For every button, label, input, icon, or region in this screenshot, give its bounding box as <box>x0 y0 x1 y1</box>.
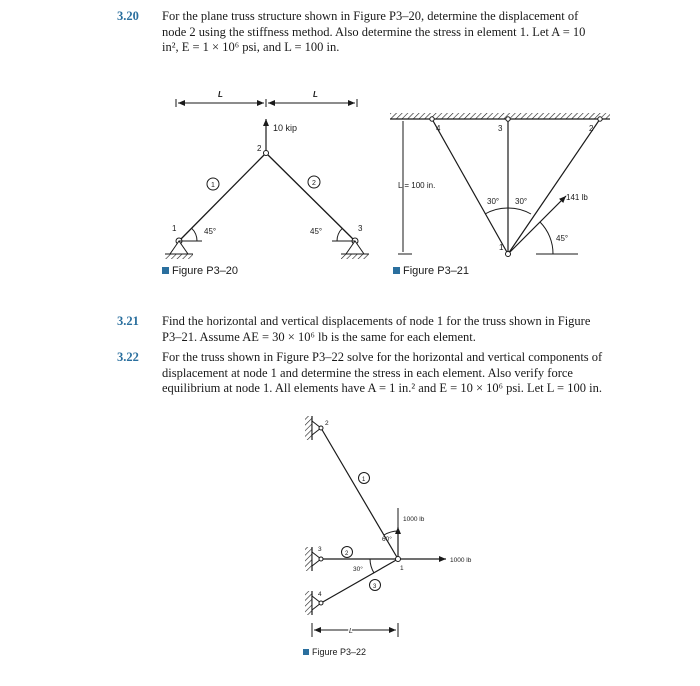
fig22-node-1-pin <box>396 557 401 562</box>
fig21-node-1: 1 <box>499 243 504 252</box>
figure-caption-p3-22-text: Figure P3–22 <box>312 647 367 657</box>
fig20-load-label: 10 kip <box>273 123 298 133</box>
problem-number-3-21: 3.21 <box>117 314 139 328</box>
fig20-node-2-pin <box>264 151 269 156</box>
fig21-element-2-1 <box>508 119 600 254</box>
fig22-node-4: 4 <box>318 591 322 598</box>
fig22-angle-60-arc <box>384 531 398 535</box>
fig22-node-4-pin <box>319 601 323 605</box>
fig22-element-3-label: 3 <box>373 584 377 590</box>
problem-number-3-22: 3.22 <box>117 350 139 364</box>
fig22-wall-node-3 <box>305 547 312 571</box>
fig22-node-2-pin <box>319 426 323 430</box>
fig21-load-angle: 45° <box>556 234 569 243</box>
fig21-node-1-pin <box>506 252 511 257</box>
fig21-node-3: 3 <box>498 124 503 133</box>
fig22-angle-30-arc <box>370 559 374 573</box>
fig22-node-3: 3 <box>318 546 322 553</box>
fig21-node-4: 4 <box>436 124 441 133</box>
fig22-load-vertical-label: 1000 lb <box>403 516 425 523</box>
fig21-ceiling-hatch <box>390 113 610 119</box>
fig22-dim-label: L <box>349 628 353 635</box>
fig21-node-3-pin <box>506 117 510 121</box>
figure-p3-22 <box>305 416 446 637</box>
fig22-element-2-label: 2 <box>345 551 349 557</box>
fig21-node-2-pin <box>598 117 602 121</box>
fig21-angle-a: 30° <box>487 197 500 206</box>
fig21-node-4-pin <box>430 117 434 121</box>
problem-text-3-20: For the plane truss structure shown in Figure P3–20, determine the displacement of node 2 using the stiffness method. Also determine the stress in element 1. Let A = 10 in², E = 1 × 10⁶ psi, and L = 100 in. <box>162 9 586 54</box>
fig20-angle-left: 45° <box>204 227 217 236</box>
fig20-element-1 <box>179 153 266 241</box>
fig22-angle-60: 60° <box>382 536 392 543</box>
problem-text-3-22: For the truss shown in Figure P3–22 solve for the horizontal and vertical components of displacement at node 1 and determine the stress in each element. Also verify force equilibrium at node 1. All elements have A = 1 in.² and E = 10 × 10⁶ psi. Let L = 100 in. <box>162 350 603 395</box>
fig20-angle-right: 45° <box>310 227 323 236</box>
fig22-angle-30: 30° <box>353 566 363 573</box>
fig21-load-label: 141 lb <box>566 193 588 202</box>
fig20-dim-left: L <box>218 90 223 99</box>
fig22-labels <box>318 420 472 635</box>
fig22-wall-node-2 <box>305 416 312 440</box>
fig20-node-1: 1 <box>172 224 177 233</box>
fig20-dimension <box>176 99 357 107</box>
fig22-element-1-label: 1 <box>362 477 366 483</box>
figure-caption-p3-20-text: Figure P3–20 <box>172 265 239 277</box>
fig20-angle-arc-left <box>192 228 197 241</box>
fig20-angle-arc-right <box>337 228 342 241</box>
fig22-wall-node-4 <box>305 591 312 615</box>
problem-number-3-20: 3.20 <box>117 9 139 23</box>
fig20-node-2: 2 <box>257 144 262 153</box>
fig22-node-3-pin <box>319 557 323 561</box>
fig21-load-angle-arc <box>540 222 553 254</box>
fig21-element-4-1 <box>432 119 508 254</box>
fig22-load-horizontal-label: 1000 lb <box>450 557 472 564</box>
fig21-node-2: 2 <box>589 124 594 133</box>
fig20-element-1-label: 1 <box>211 182 215 189</box>
fig20-element-2-label: 2 <box>312 180 316 187</box>
fig22-node-2: 2 <box>325 420 329 427</box>
figure-caption-p3-21-text: Figure P3–21 <box>403 265 470 277</box>
fig21-angle-b: 30° <box>515 197 528 206</box>
fig21-length-label: L = 100 in. <box>398 181 436 190</box>
figure-p3-20 <box>165 99 369 259</box>
fig20-node-3: 3 <box>358 224 363 233</box>
fig20-dim-right: L <box>313 90 318 99</box>
fig20-labels <box>172 90 363 236</box>
fig22-node-1: 1 <box>400 565 404 572</box>
problem-text-3-21: Find the horizontal and vertical displacements of node 1 for the truss shown in Figure P3–21. Assume AE = 30 × 10⁶ lb is the same for each element. <box>162 314 591 344</box>
